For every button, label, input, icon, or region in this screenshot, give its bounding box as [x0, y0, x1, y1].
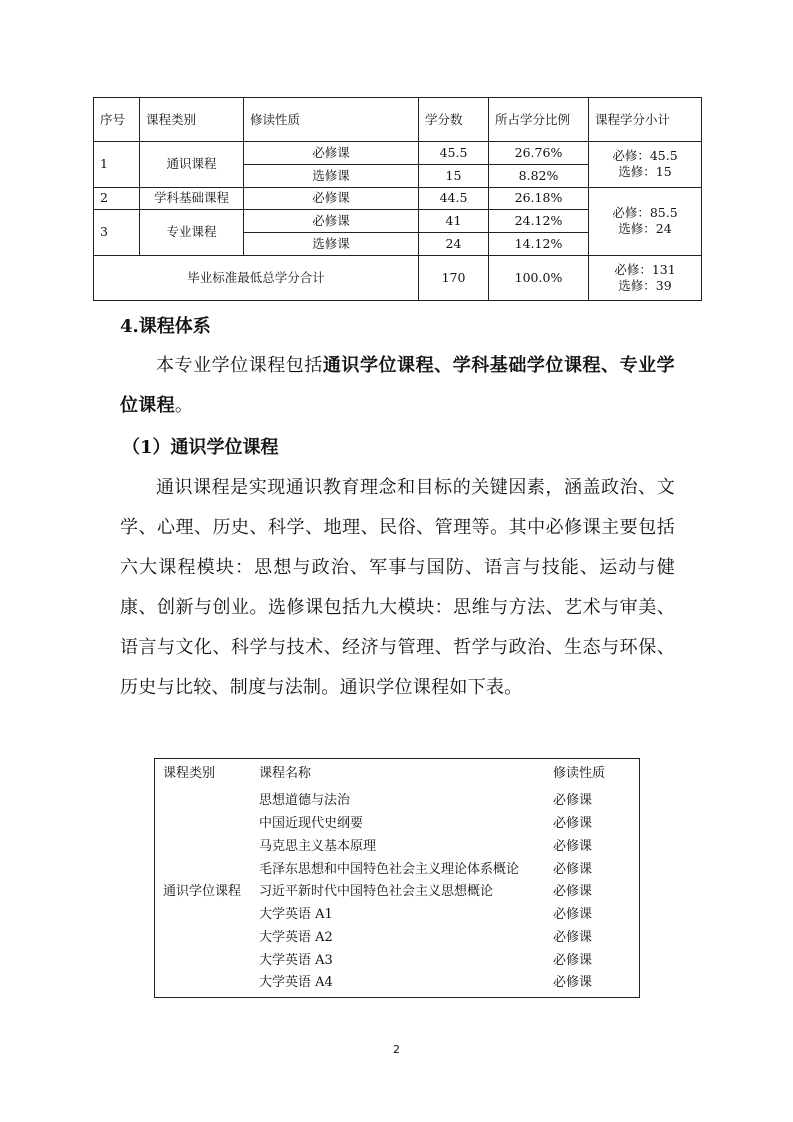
- intro-bold-foundation: 学科基础学位课程: [452, 355, 602, 376]
- table-row: [155, 813, 639, 835]
- table-row: [155, 836, 639, 858]
- study-type: 必修课: [553, 862, 593, 877]
- study-type: 必修课: [553, 816, 593, 831]
- credit-ratio: 14.12%: [489, 232, 589, 255]
- study-type: 必修课: [244, 187, 419, 210]
- credits: 15: [419, 164, 489, 187]
- credit-ratio: 24.12%: [489, 210, 589, 233]
- course-name: 大学英语 A1: [259, 907, 333, 922]
- course-table: [154, 758, 640, 998]
- study-type: 必修课: [553, 953, 593, 968]
- study-type: 必修课: [553, 930, 593, 945]
- table-row: [155, 790, 639, 812]
- credits: 44.5: [419, 187, 489, 210]
- table-row: [155, 927, 639, 949]
- table-row: [155, 972, 639, 994]
- header-cell: 学分数: [419, 98, 489, 142]
- credit-table: [93, 97, 702, 301]
- header-cell: 所占学分比例: [489, 98, 589, 142]
- course-name: 中国近现代史纲要: [259, 816, 364, 831]
- study-type: 选修课: [244, 232, 419, 255]
- course-name: 大学英语 A4: [259, 975, 333, 990]
- section-heading: 4.课程体系: [120, 316, 211, 337]
- study-type: 必修课: [553, 907, 593, 922]
- subtotal-required: 必修：85.5: [612, 205, 678, 221]
- subsection-heading: （1）通识学位课程: [122, 437, 279, 458]
- course-name: 马克思主义基本原理: [259, 839, 377, 854]
- row-number: 2: [94, 187, 140, 210]
- subtotal-elective: 选修：39: [618, 277, 672, 293]
- credit-ratio: 8.82%: [489, 164, 589, 187]
- general-education-paragraph: 通识课程是实现通识教育理念和目标的关键因素，涵盖政治、文学、心理、历史、科学、地理、民俗、管理等。其中必修课主要包括六大课程模块：思想与政治、军事与国防、语言与技能、运动与健康、创新与创业。选修课包括九大模块：思维与方法、艺术与审美、语言与文化、科学与技术、经济与管理、哲学与政治、生态与环保、历史与比较、制度与法制。通识学位课程如下表。: [120, 477, 675, 698]
- header-cell: 序号: [94, 98, 140, 142]
- table-row: [155, 881, 639, 903]
- table-row: [155, 950, 639, 972]
- intro-separator: 、: [434, 355, 453, 376]
- header-cell: 修读性质: [553, 766, 606, 781]
- study-type: 必修课: [553, 975, 593, 990]
- credit-subtotal: [589, 187, 702, 255]
- credits: 45.5: [419, 142, 489, 165]
- course-name: 大学英语 A2: [259, 930, 333, 945]
- row-number: 1: [94, 142, 140, 187]
- table-row: [94, 187, 702, 210]
- header-cell: 课程名称: [259, 766, 312, 781]
- header-cell: 课程学分小计: [589, 98, 702, 142]
- table-header-row: [94, 98, 702, 142]
- study-type: 必修课: [553, 884, 593, 899]
- total-credits: 170: [419, 255, 489, 300]
- intro-end: 。: [174, 395, 194, 416]
- course-category: 专业课程: [140, 210, 244, 255]
- credit-ratio: 26.18%: [489, 187, 589, 210]
- subtotal-required: 必修：131: [614, 261, 676, 277]
- study-type: 必修课: [553, 839, 593, 854]
- table-row: [94, 142, 702, 165]
- credits: 24: [419, 232, 489, 255]
- course-name: 大学英语 A3: [259, 953, 333, 968]
- total-row: [94, 255, 702, 300]
- study-type: 选修课: [244, 164, 419, 187]
- intro-bold-general: 通识学位课程: [322, 355, 435, 376]
- study-type: 必修课: [244, 142, 419, 165]
- header-cell: 课程类别: [140, 98, 244, 142]
- credit-subtotal: [589, 142, 702, 187]
- row-number: 3: [94, 210, 140, 255]
- intro-bold-major: 专业学位课程: [120, 355, 675, 416]
- credit-ratio: 26.76%: [489, 142, 589, 165]
- total-subtotal: [589, 255, 702, 300]
- subtotal-elective: 选修：15: [618, 164, 672, 180]
- intro-separator: 、: [601, 355, 620, 376]
- subtotal-required: 必修：45.5: [612, 148, 678, 164]
- course-category: 通识课程: [140, 142, 244, 187]
- course-table-header: [155, 763, 639, 785]
- course-category: 学科基础课程: [140, 187, 244, 210]
- table-row: [155, 904, 639, 926]
- course-name: 毛泽东思想和中国特色社会主义理论体系概论: [259, 862, 520, 877]
- study-type: 必修课: [244, 210, 419, 233]
- total-ratio: 100.0%: [489, 255, 589, 300]
- course-category: 通识学位课程: [163, 884, 242, 899]
- total-label: 毕业标准最低总学分合计: [94, 255, 419, 300]
- subtotal-elective: 选修：24: [618, 221, 672, 237]
- intro-paragraph: [120, 346, 675, 426]
- header-cell: 课程类别: [163, 766, 216, 781]
- header-cell: 修读性质: [244, 98, 419, 142]
- intro-text: 本专业学位课程包括: [156, 355, 323, 376]
- table-row: [155, 859, 639, 881]
- course-name: 习近平新时代中国特色社会主义思想概论: [259, 884, 494, 899]
- credits: 41: [419, 210, 489, 233]
- course-name: 思想道德与法治: [259, 793, 351, 808]
- study-type: 必修课: [553, 793, 593, 808]
- page-number: 2: [393, 1043, 400, 1056]
